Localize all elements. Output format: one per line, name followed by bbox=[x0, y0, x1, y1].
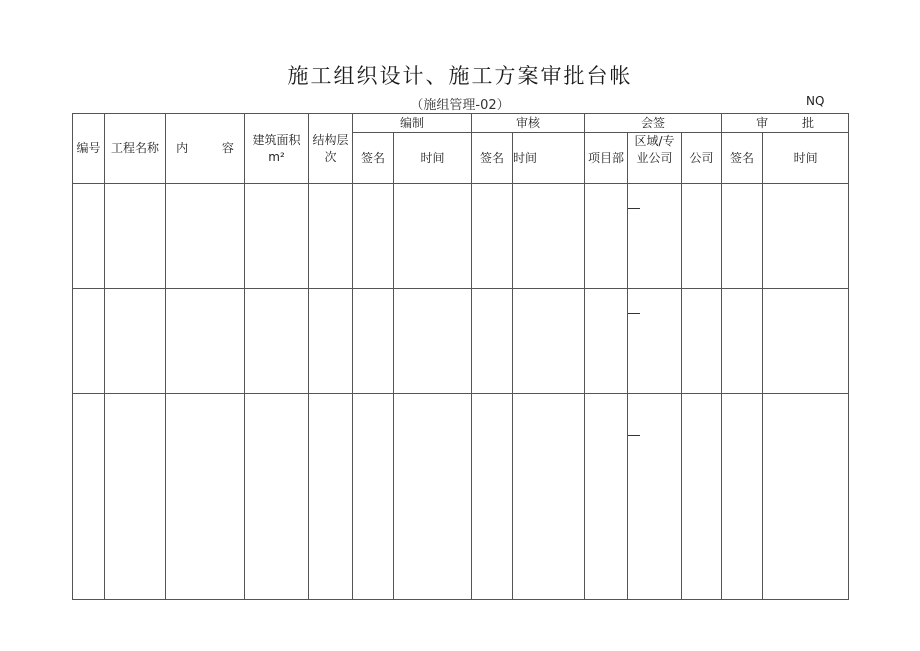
cell-approve-time[interactable] bbox=[763, 184, 849, 289]
cell-content[interactable] bbox=[166, 184, 245, 289]
header-approve-sign: 签名 bbox=[722, 133, 763, 184]
cell-review-time[interactable] bbox=[513, 289, 585, 394]
header-structure-label-2: 次 bbox=[324, 149, 337, 164]
cell-review-sign[interactable] bbox=[472, 394, 513, 600]
header-number: 编号 bbox=[73, 114, 105, 184]
cell-area[interactable] bbox=[245, 394, 309, 600]
cell-approve-time[interactable] bbox=[763, 289, 849, 394]
cell-project-dept[interactable] bbox=[585, 394, 628, 600]
cell-company[interactable] bbox=[682, 289, 722, 394]
cell-region[interactable] bbox=[628, 289, 682, 394]
header-approve-time: 时间 bbox=[763, 133, 849, 184]
header-structure bbox=[309, 114, 353, 184]
cell-compile-sign[interactable] bbox=[353, 289, 394, 394]
cell-review-time[interactable] bbox=[513, 394, 585, 600]
header-approve bbox=[722, 114, 849, 133]
cell-compile-time[interactable] bbox=[394, 184, 472, 289]
header-review: 审核 bbox=[472, 114, 585, 133]
dash-mark bbox=[628, 435, 640, 436]
table-row bbox=[73, 394, 849, 600]
doc-number-label: NQ bbox=[806, 94, 825, 108]
cell-content[interactable] bbox=[166, 289, 245, 394]
header-review-time: 时间 bbox=[513, 133, 585, 184]
header-region bbox=[628, 133, 682, 184]
cell-number[interactable] bbox=[73, 289, 105, 394]
header-area bbox=[245, 114, 309, 184]
header-content-label: 内 容 bbox=[176, 141, 234, 155]
cell-review-time[interactable] bbox=[513, 184, 585, 289]
cell-company[interactable] bbox=[682, 394, 722, 600]
cell-content[interactable] bbox=[166, 394, 245, 600]
cell-structure[interactable] bbox=[309, 289, 353, 394]
cell-approve-sign[interactable] bbox=[722, 289, 763, 394]
header-countersign: 会签 bbox=[585, 114, 722, 133]
cell-compile-time[interactable] bbox=[394, 289, 472, 394]
header-compile-time: 时间 bbox=[394, 133, 472, 184]
cell-structure[interactable] bbox=[309, 394, 353, 600]
header-structure-label: 结构层 bbox=[312, 132, 349, 147]
header-content bbox=[166, 114, 245, 184]
cell-company[interactable] bbox=[682, 184, 722, 289]
cell-region[interactable] bbox=[628, 394, 682, 600]
header-compile-sign: 签名 bbox=[353, 133, 394, 184]
cell-approve-time[interactable] bbox=[763, 394, 849, 600]
cell-compile-time[interactable] bbox=[394, 394, 472, 600]
cell-review-sign[interactable] bbox=[472, 184, 513, 289]
cell-area[interactable] bbox=[245, 289, 309, 394]
cell-project-dept[interactable] bbox=[585, 289, 628, 394]
dash-mark bbox=[628, 313, 640, 314]
page-title: 施工组织设计、施工方案审批台帐 bbox=[287, 64, 633, 88]
cell-approve-sign[interactable] bbox=[722, 394, 763, 600]
header-row-1 bbox=[73, 114, 849, 133]
header-project-dept: 项目部 bbox=[585, 133, 628, 184]
dash-mark bbox=[628, 208, 640, 209]
cell-approve-sign[interactable] bbox=[722, 184, 763, 289]
header-review-sign: 签名 bbox=[472, 133, 513, 184]
cell-area[interactable] bbox=[245, 184, 309, 289]
cell-compile-sign[interactable] bbox=[353, 394, 394, 600]
cell-project-dept[interactable] bbox=[585, 184, 628, 289]
header-company: 公司 bbox=[682, 133, 722, 184]
form-code: （施组管理-02） bbox=[410, 98, 510, 113]
table-row bbox=[73, 289, 849, 394]
approval-ledger-table bbox=[72, 113, 849, 600]
cell-number[interactable] bbox=[73, 184, 105, 289]
cell-number[interactable] bbox=[73, 394, 105, 600]
header-region-label-2: 业公司 bbox=[636, 151, 673, 165]
cell-compile-sign[interactable] bbox=[353, 184, 394, 289]
header-area-label: 建筑面积 bbox=[252, 132, 301, 147]
cell-project-name[interactable] bbox=[105, 289, 166, 394]
header-area-unit: m² bbox=[268, 149, 285, 164]
header-compile: 编制 bbox=[353, 114, 472, 133]
cell-structure[interactable] bbox=[309, 184, 353, 289]
header-project-name: 工程名称 bbox=[105, 114, 166, 184]
cell-region[interactable] bbox=[628, 184, 682, 289]
table-row bbox=[73, 184, 849, 289]
cell-project-name[interactable] bbox=[105, 394, 166, 600]
header-approve-label: 审 批 bbox=[756, 115, 814, 130]
cell-review-sign[interactable] bbox=[472, 289, 513, 394]
header-region-label: 区域/专 bbox=[634, 134, 675, 148]
cell-project-name[interactable] bbox=[105, 184, 166, 289]
